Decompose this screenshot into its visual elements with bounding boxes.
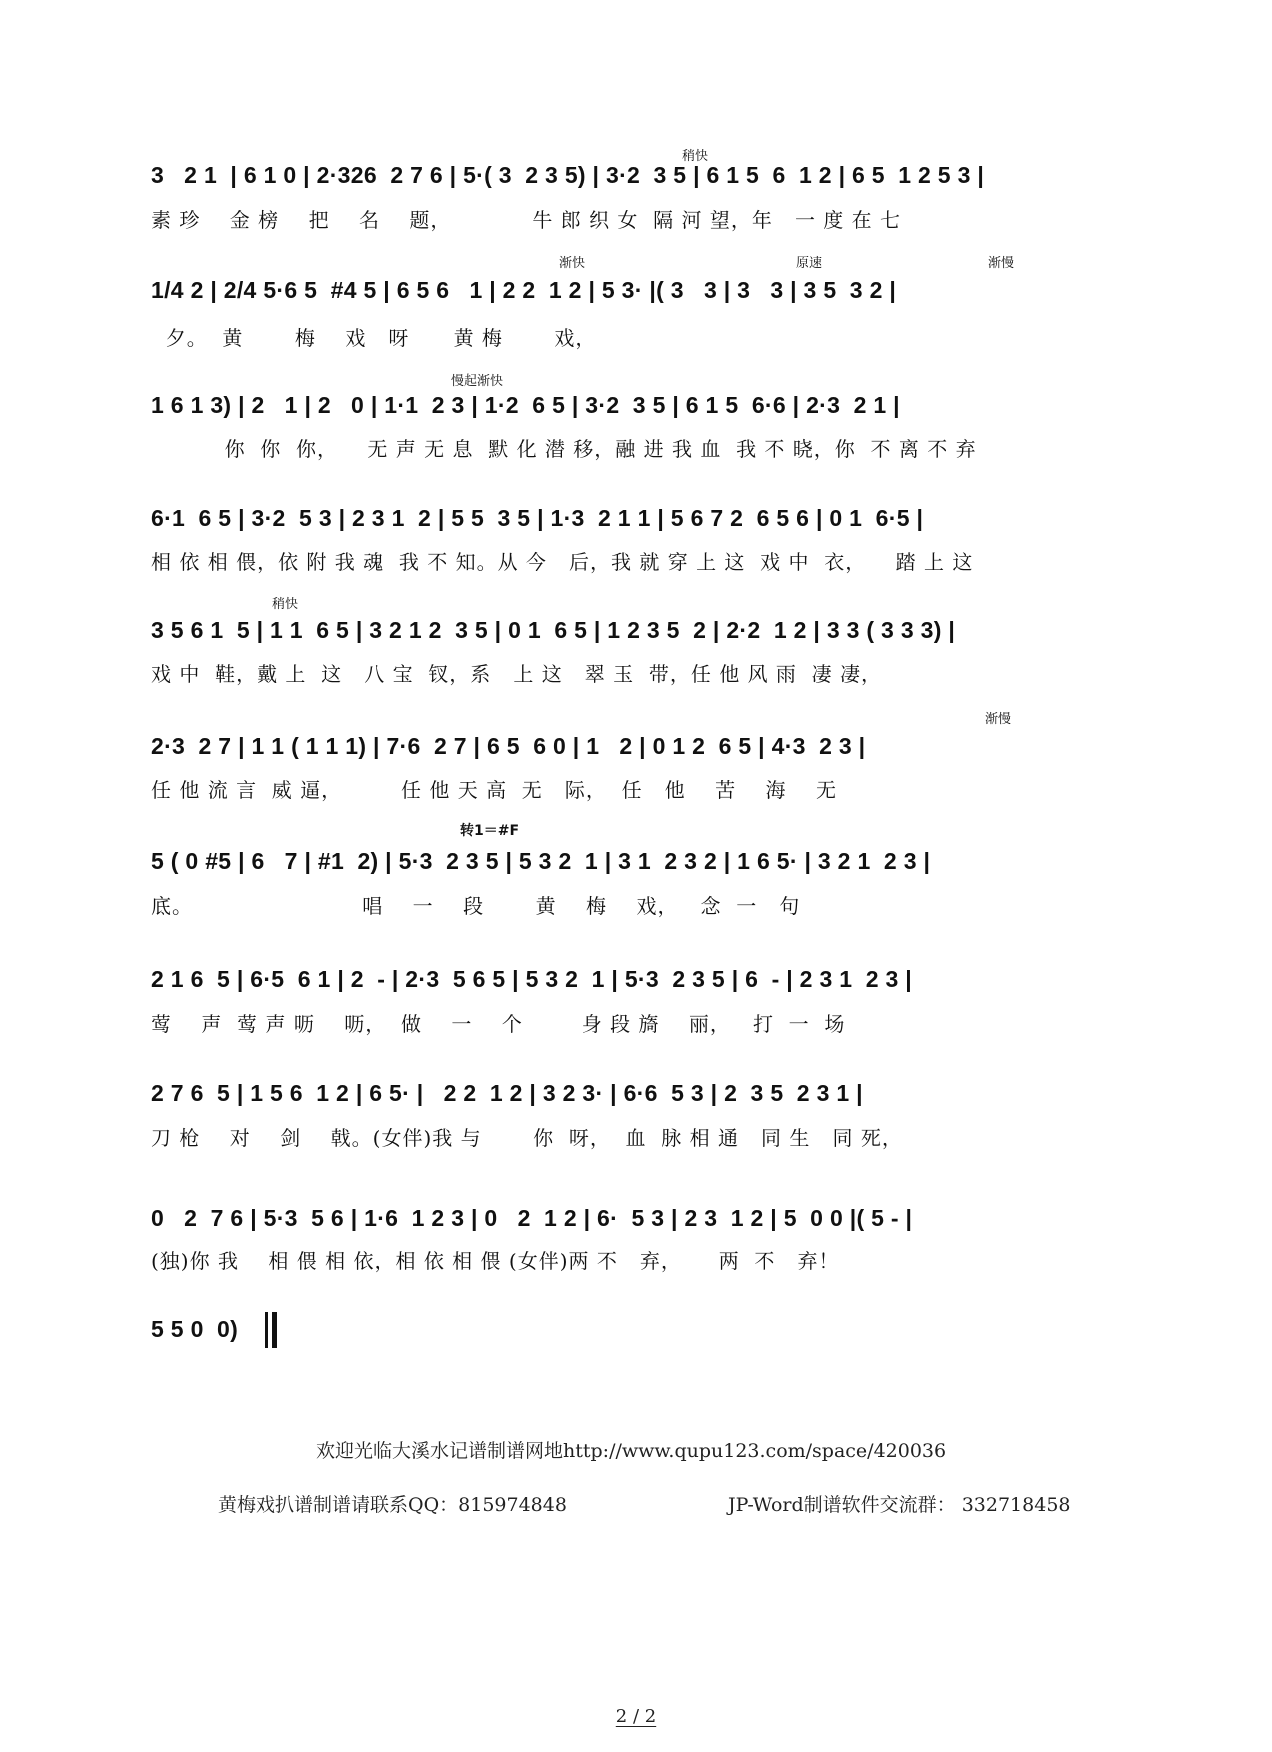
- tempo-mark: 渐慢: [985, 712, 1012, 727]
- lyrics-line: 夕。 黄 梅 戏 呀 黄 梅 戏，: [151, 326, 597, 350]
- lyrics-line: 你 你 你， 无 声 无 息 默 化 潜 移，融 进 我 血 我 不 晓，你 不 离 不 弃: [151, 437, 977, 461]
- footer-contact-qq: 黄梅戏扒谱制谱请联系QQ：815974848: [218, 1494, 567, 1516]
- notation-line: 5 5 0 0): [151, 1316, 239, 1342]
- lyrics-line: 任 他 流 言 威 逼， 任 他 天 高 无 际， 任 他 苦 海 无: [151, 778, 837, 802]
- notation-line: 5 ( 0 #5 | 6 7 | #1 2) | 5·3 2 3 5 | 5 3 2 1 | 3 1 2 3 2 | 1 6 5· | 3 2 1 2 3 |: [151, 848, 931, 874]
- key-change-mark: 转1＝#F: [460, 823, 520, 839]
- tempo-mark: 渐快: [559, 256, 586, 271]
- final-barline-thin: [265, 1312, 268, 1348]
- lyrics-line: 底。 唱 一 段 黄 梅 戏， 念 一 句: [151, 894, 801, 918]
- notation-line: 1/4 2 | 2/4 5·6 5 #4 5 | 6 5 6 1 | 2 2 1 2 | 5 3· |( 3 3 | 3 3 | 3 5 3 2 |: [151, 277, 897, 303]
- notation-line: 2·3 2 7 | 1 1 ( 1 1 1) | 7·6 2 7 | 6 5 6 0 | 1 2 | 0 1 2 6 5 | 4·3 2 3 |: [151, 733, 866, 759]
- notation-line: 0 2 7 6 | 5·3 5 6 | 1·6 1 2 3 | 0 2 1 2 | 6· 5 3 | 2 3 1 2 | 5 0 0 |( 5 - |: [151, 1205, 913, 1231]
- footer-site-line: 欢迎光临大溪水记谱制谱网地http://www.qupu123.com/space/420036: [316, 1440, 947, 1462]
- tempo-mark: 渐慢: [988, 256, 1015, 271]
- final-barline-thick: [272, 1312, 277, 1348]
- lyrics-line: 莺 声 莺 声 呖 呖， 做 一 个 身 段 旖 丽， 打 一 场: [151, 1012, 846, 1036]
- lyrics-line: 素 珍 金 榜 把 名 题， 牛 郎 织 女 隔 河 望，年 一 度 在 七: [151, 208, 902, 232]
- lyrics-line: (独)你 我 相 偎 相 依，相 依 相 偎 (女伴)两 不 弃， 两 不 弃！: [151, 1249, 840, 1273]
- tempo-mark: 慢起渐快: [451, 374, 504, 389]
- lyrics-line: 刀 枪 对 剑 戟。(女伴)我 与 你 呀， 血 脉 相 通 同 生 同 死，: [151, 1126, 903, 1150]
- notation-line: 2 1 6 5 | 6·5 6 1 | 2 - | 2·3 5 6 5 | 5 3 2 1 | 5·3 2 3 5 | 6 - | 2 3 1 2 3 |: [151, 966, 913, 992]
- notation-line: 2 7 6 5 | 1 5 6 1 2 | 6 5· | 2 2 1 2 | 3 2 3· | 6·6 5 3 | 2 3 5 2 3 1 |: [151, 1080, 863, 1106]
- footer-group: JP-Word制谱软件交流群： 332718458: [728, 1494, 1071, 1516]
- lyrics-line: 戏 中 鞋，戴 上 这 八 宝 钗，系 上 这 翠 玉 带，任 他 风 雨 凄 凄，: [151, 662, 883, 686]
- notation-line: 3 5 6 1 5 | 1 1 6 5 | 3 2 1 2 3 5 | 0 1 6 5 | 1 2 3 5 2 | 2·2 1 2 | 3 3 ( 3 3 3) |: [151, 617, 956, 643]
- tempo-mark: 稍快: [682, 149, 709, 164]
- notation-line: 3 2 1 | 6 1 0 | 2·326 2 7 6 | 5·( 3 2 3 5) | 3·2 3 5 | 6 1 5 6 1 2 | 6 5 1 2 5 3 |: [151, 162, 985, 188]
- notation-line: 1 6 1 3) | 2 1 | 2 0 | 1·1 2 3 | 1·2 6 5 | 3·2 3 5 | 6 1 5 6·6 | 2·3 2 1 |: [151, 392, 900, 418]
- lyrics-line: 相 依 相 偎，依 附 我 魂 我 不 知。从 今 后，我 就 穿 上 这 戏 中 衣， 踏 上 这: [151, 550, 974, 574]
- tempo-mark: 原速: [796, 256, 823, 271]
- tempo-mark: 稍快: [272, 597, 299, 612]
- notation-line: 6·1 6 5 | 3·2 5 3 | 2 3 1 2 | 5 5 3 5 | 1·3 2 1 1 | 5 6 7 2 6 5 6 | 0 1 6·5 |: [151, 505, 924, 531]
- page-number: 2 / 2: [615, 1706, 657, 1727]
